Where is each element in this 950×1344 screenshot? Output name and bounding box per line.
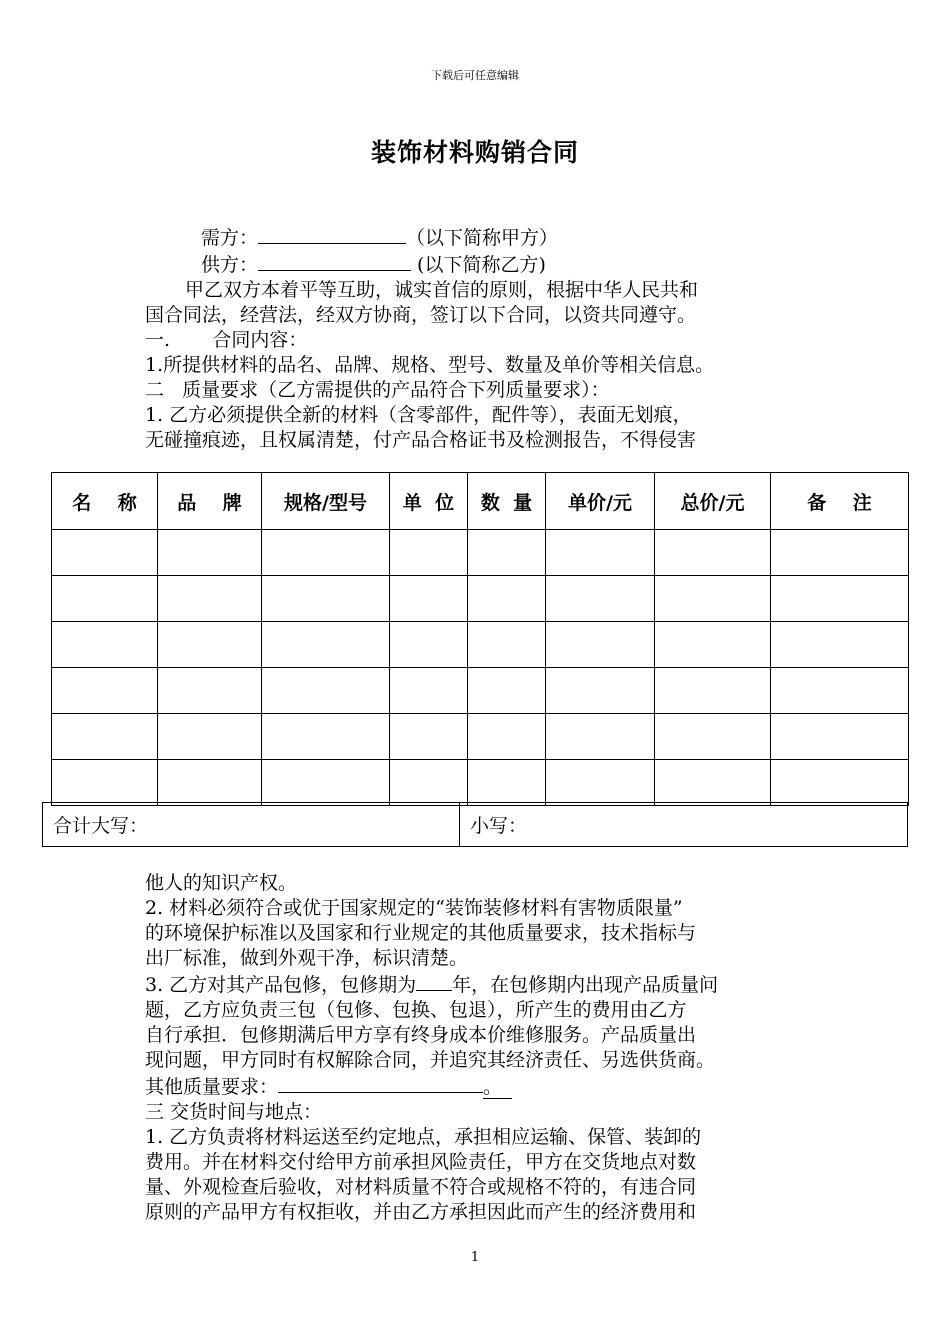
item2-line-3: 出厂标准，做到外观干净，标识清楚。 — [145, 947, 469, 969]
contract-continued — [145, 871, 810, 1225]
table-cell[interactable] — [655, 668, 771, 714]
table-cell[interactable] — [546, 760, 655, 806]
other-requirements-end: 。 — [483, 1076, 512, 1099]
document-title: 装饰材料购销合同 — [370, 138, 579, 167]
table-cell[interactable] — [468, 668, 546, 714]
section3-item1-line-1: 1. 乙方负责将材料运送至约定地点，承担相应运输、保管、装卸的 — [145, 1126, 702, 1148]
supplier-line — [145, 251, 810, 278]
buyer-suffix: （以下简称甲方） — [406, 227, 559, 249]
contract-intro — [145, 224, 810, 453]
table-cell[interactable] — [468, 576, 546, 622]
table-cell[interactable] — [468, 714, 546, 760]
table-cell[interactable] — [390, 530, 468, 576]
total-row — [42, 802, 908, 847]
table-cell[interactable] — [52, 576, 158, 622]
total-uppercase-cell[interactable] — [43, 803, 460, 846]
table-row — [52, 760, 909, 806]
header-quantity: 数 量 — [468, 473, 546, 530]
item2-line-1: 2. 材料必须符合或优于国家规定的“装饰装修材料有害物质限量” — [145, 897, 683, 919]
total-lowercase-label: 小写： — [470, 815, 528, 837]
item3-suffix: 年，在包修期内出现产品质量问 — [452, 974, 719, 996]
header-name: 名 称 — [52, 473, 158, 530]
table-cell[interactable] — [771, 714, 909, 760]
table-cell[interactable] — [390, 760, 468, 806]
table-cell[interactable] — [546, 668, 655, 714]
table-cell[interactable] — [771, 576, 909, 622]
intro-line-2: 国合同法，经营法，经双方协商，签订以下合同，以资共同遵守。 — [145, 304, 697, 326]
table-cell[interactable] — [468, 530, 546, 576]
table-cell[interactable] — [52, 622, 158, 668]
header-unit-price: 单价/元 — [546, 473, 655, 530]
table-cell[interactable] — [655, 760, 771, 806]
table-cell[interactable] — [546, 714, 655, 760]
table-cell[interactable] — [546, 576, 655, 622]
supplier-suffix: (以下简称乙方) — [411, 254, 546, 276]
table-cell[interactable] — [158, 622, 262, 668]
table-cell[interactable] — [468, 622, 546, 668]
section3-heading: 三 交货时间与地点： — [145, 1101, 323, 1123]
table-cell[interactable] — [158, 714, 262, 760]
table-row — [52, 714, 909, 760]
table-cell[interactable] — [390, 714, 468, 760]
header-brand: 品 牌 — [158, 473, 262, 530]
table-cell[interactable] — [468, 760, 546, 806]
buyer-blank[interactable] — [258, 224, 406, 244]
buyer-line — [145, 224, 810, 251]
table-cell[interactable] — [771, 530, 909, 576]
section2-item1-line-1: 1. 乙方必须提供全新的材料（含零部件，配件等），表面无划痕， — [145, 404, 692, 426]
table-cell[interactable] — [655, 622, 771, 668]
other-requirements-line — [145, 1073, 810, 1100]
item2-line-2: 的环境保护标准以及国家和行业规定的其他质量要求，技术指标与 — [145, 922, 697, 944]
item3-line-2: 题，乙方应负责三包（包修、包换、包退），所产生的费用由乙方 — [145, 999, 687, 1021]
item3-line-1 — [145, 971, 810, 998]
table-cell[interactable] — [546, 622, 655, 668]
section3-item1-line-3: 量、外观检查后验收，对材料质量不符合或规格不符的，有违合同 — [145, 1176, 697, 1198]
table-cell[interactable] — [546, 530, 655, 576]
table-cell[interactable] — [390, 668, 468, 714]
table-cell[interactable] — [655, 576, 771, 622]
section3-item1-line-4: 原则的产品甲方有权拒收，并由乙方承担因此而产生的经济费用和 — [145, 1201, 697, 1223]
header-total-price: 总价/元 — [655, 473, 771, 530]
table-cell[interactable] — [771, 622, 909, 668]
section2-heading: 二 质量要求（乙方需提供的产品符合下列质量要求）： — [145, 379, 610, 401]
section1-heading: 一. 合同内容： — [145, 329, 308, 351]
supplier-blank[interactable] — [258, 251, 411, 271]
table-cell[interactable] — [158, 668, 262, 714]
table-cell[interactable] — [655, 714, 771, 760]
table-cell[interactable] — [390, 622, 468, 668]
table-cell[interactable] — [158, 576, 262, 622]
table-cell[interactable] — [262, 622, 390, 668]
table-row — [52, 530, 909, 576]
section1-item1: 1.所提供材料的品名、品牌、规格、型号、数量及单价等相关信息。 — [145, 354, 715, 376]
table-cell[interactable] — [262, 576, 390, 622]
header-unit: 单 位 — [390, 473, 468, 530]
page-number: 1 — [470, 1250, 480, 1265]
section3-item1-line-2: 费用。并在材料交付给甲方前承担风险责任，甲方在交货地点对数 — [145, 1151, 697, 1173]
header-remarks: 备 注 — [771, 473, 909, 530]
intro-line-1: 甲乙双方本着平等互助，诚实首信的原则，根据中华人民共和 — [185, 279, 699, 301]
header-spec: 规格/型号 — [262, 473, 390, 530]
table-cell[interactable] — [262, 668, 390, 714]
table-cell[interactable] — [52, 668, 158, 714]
other-requirements-blank[interactable] — [278, 1073, 483, 1093]
table-cell[interactable] — [390, 576, 468, 622]
item3-line-4: 现问题，甲方同时有权解除合同，并追究其经济责任、另选供货商。 — [145, 1049, 716, 1071]
header-note: 下载后可任意编辑 — [431, 69, 519, 82]
supplier-label: 供方： — [201, 254, 259, 276]
total-lowercase-cell[interactable] — [460, 803, 527, 846]
table-cell[interactable] — [52, 530, 158, 576]
table-cell[interactable] — [158, 760, 262, 806]
item3-prefix: 3. 乙方对其产品包修，包修期为 — [145, 974, 417, 996]
table-row — [52, 576, 909, 622]
buyer-label: 需方： — [201, 227, 259, 249]
warranty-years-blank[interactable] — [416, 971, 452, 991]
table-cell[interactable] — [771, 668, 909, 714]
table-cell[interactable] — [52, 760, 158, 806]
table-cell[interactable] — [262, 530, 390, 576]
table-row — [52, 622, 909, 668]
table-cell[interactable] — [52, 714, 158, 760]
section2-item1-line-2: 无碰撞痕迹，且权属清楚，付产品合格证书及检测报告，不得侵害 — [145, 429, 697, 451]
table-cell[interactable] — [158, 530, 262, 576]
table-cell[interactable] — [262, 714, 390, 760]
table-cell[interactable] — [655, 530, 771, 576]
table-header-row — [52, 473, 909, 530]
total-uppercase-label: 合计大写： — [53, 815, 149, 837]
table-cell[interactable] — [771, 760, 909, 806]
other-requirements-label: 其他质量要求： — [145, 1076, 279, 1098]
continued-text: 他人的知识产权。 — [145, 872, 298, 894]
table-row — [52, 668, 909, 714]
materials-table — [51, 472, 909, 806]
item3-line-3: 自行承担．包修期满后甲方享有终身成本价维修服务。产品质量出 — [145, 1024, 697, 1046]
table-cell[interactable] — [262, 760, 390, 806]
